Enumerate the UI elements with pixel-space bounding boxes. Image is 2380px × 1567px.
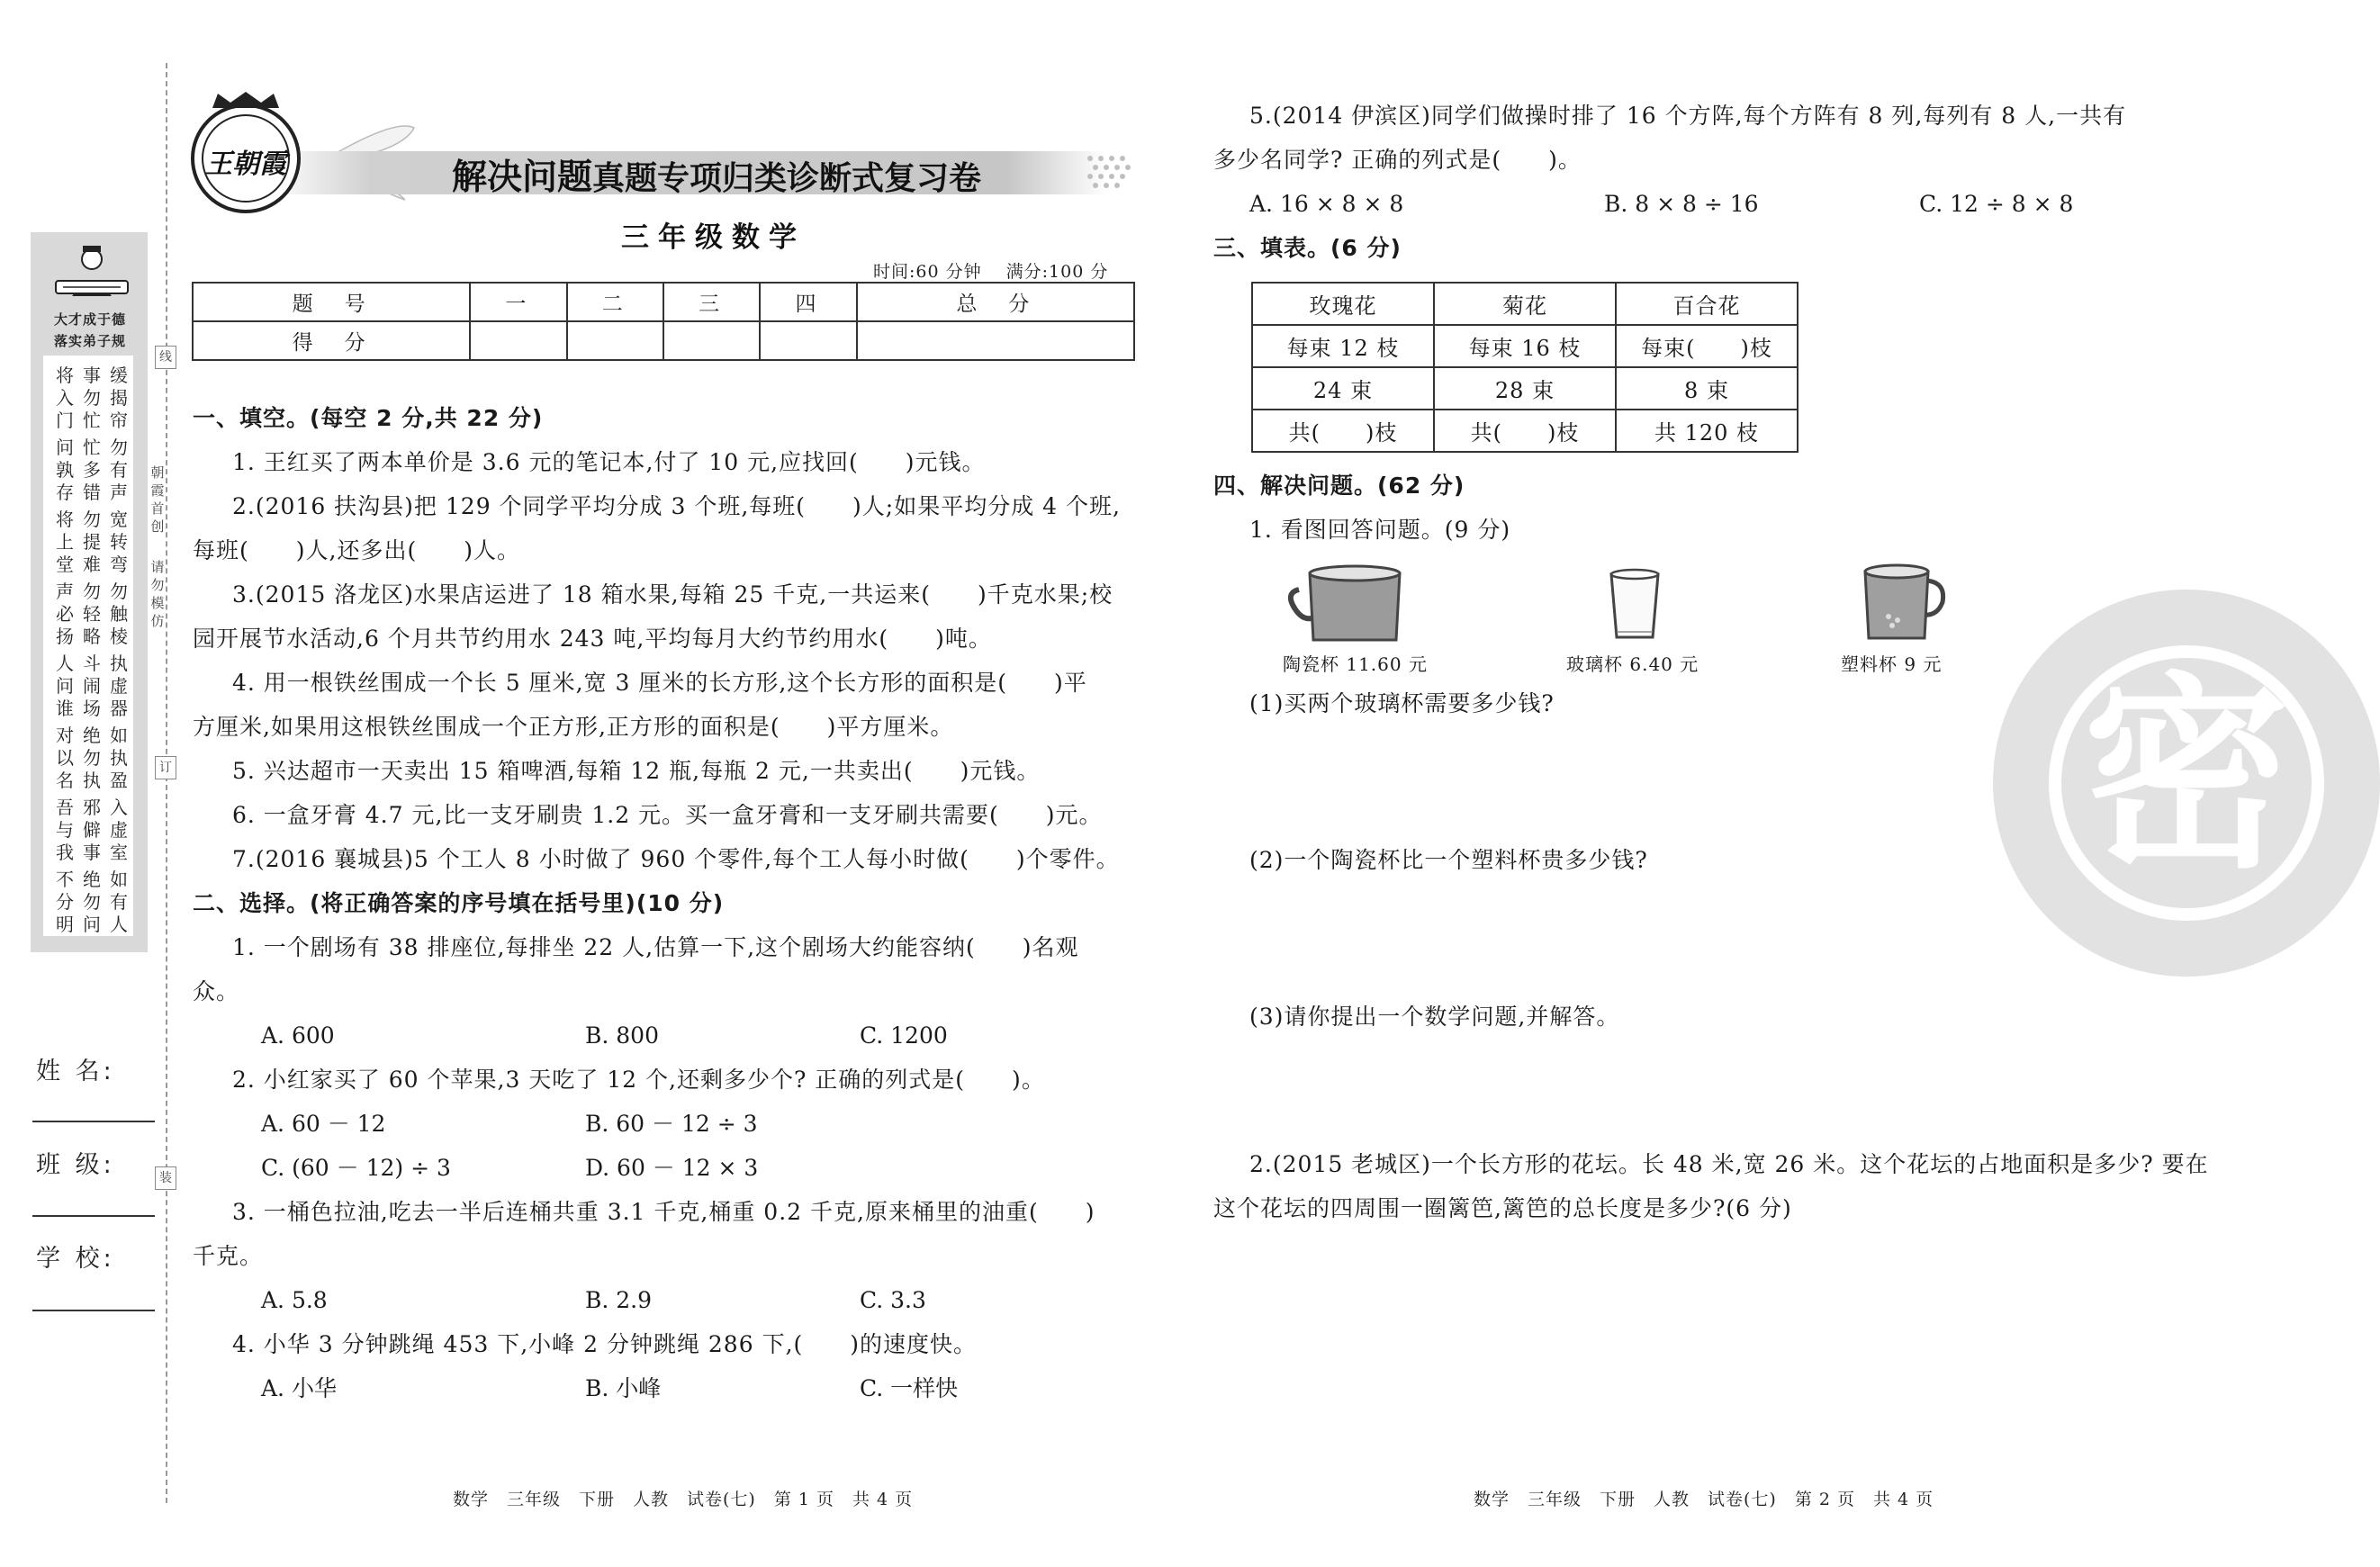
s2-q1-option-c: C. 1200 <box>860 1022 948 1049</box>
school-label: 学 校: <box>36 1245 115 1273</box>
flower-header-rose: 玫瑰花 <box>1252 283 1434 325</box>
s2-q5-option-a: A. 16 × 8 × 8 <box>1249 191 1404 217</box>
score-header-label: 题 号 <box>193 283 470 321</box>
s2-q2-option-d: D. 60 － 12 × 3 <box>585 1155 759 1181</box>
class-line[interactable] <box>32 1215 155 1217</box>
s4-question-1-part2: (2)一个陶瓷杯比一个塑料杯贵多少钱? <box>1249 847 1648 873</box>
s2-question-1-line1: 1. 一个剧场有 38 排座位,每排坐 22 人,估算一下,这个剧场大约能容纳( )名观 <box>232 934 1079 960</box>
glass-cup-price: 玻璃杯 6.40 元 <box>1566 653 1699 675</box>
motto-line-2: 落实弟子规 <box>53 333 126 349</box>
s1-question-2-line1: 2.(2016 扶沟县)把 129 个同学平均分成 3 个班,每班( )人;如果平均分成 4 个班, <box>232 493 1121 519</box>
rule-text-column: 绝勿执 <box>83 725 101 791</box>
flower-cell: 共 120 枝 <box>1616 410 1798 452</box>
paper-title: 解决问题真题专项归类诊断式复习卷 <box>452 158 982 198</box>
score-header-2: 二 <box>567 283 663 321</box>
rule-text-column: 吾与我 <box>56 797 74 863</box>
score-row-label: 得 分 <box>193 321 470 360</box>
section1-heading: 一、填空。(每空 2 分,共 22 分) <box>193 405 544 431</box>
score-header-4: 四 <box>760 283 856 321</box>
watermark-clip <box>1993 590 2290 977</box>
rule-text-column: 入虚室 <box>110 797 128 863</box>
s4-question-2-line1: 2.(2015 老城区)一个长方形的花坛。长 48 米,宽 26 米。这个花坛的占地面积是多少? 要在 <box>1249 1151 2209 1177</box>
s2-q2-option-a: A. 60 － 12 <box>261 1111 386 1137</box>
s4-question-2-line2: 这个花坛的四周围一圈篱笆,篱笆的总长度是多少?(6 分) <box>1213 1195 1792 1221</box>
binding-mark-line: 线 <box>155 346 176 369</box>
paper-subtitle: 三年级数学 <box>621 221 806 254</box>
binding-mark-bind: 装 <box>155 1166 176 1190</box>
rule-text-column: 如执盈 <box>110 725 128 791</box>
s1-question-4-line2: 方厘米,如果用这根铁丝围成一个正方形,正方形的面积是( )平方厘米。 <box>193 714 954 740</box>
rule-text-column: 如有人 <box>110 869 128 935</box>
binding-dashed-line <box>166 63 167 1503</box>
rule-text-column: 不分明 <box>56 869 74 935</box>
s2-question-3-line1: 3. 一桶色拉油,吃去一半后连桶共重 3.1 千克,桶重 0.2 千克,原来桶里的油重( ) <box>232 1199 1095 1225</box>
s4-question-1-part3: (3)请你提出一个数学问题,并解答。 <box>1249 1004 1620 1030</box>
flower-cell: 24 束 <box>1252 367 1434 410</box>
s2-q3-option-c: C. 3.3 <box>860 1287 926 1313</box>
class-label: 班 级: <box>36 1151 115 1179</box>
ceramic-cup-icon <box>1292 563 1418 645</box>
rule-text-column: 勿轻略 <box>83 581 101 647</box>
s4-question-1-part1: (1)买两个玻璃杯需要多少钱? <box>1249 690 1555 716</box>
score-header-total: 总 分 <box>857 283 1134 321</box>
s2-q1-option-a: A. 600 <box>261 1022 335 1049</box>
score-cell-1[interactable] <box>470 321 566 360</box>
rule-text-column: 勿触棱 <box>110 581 128 647</box>
score-cell-3[interactable] <box>663 321 760 360</box>
footer-page-1: 数学 三年级 下册 人教 试卷(七) 第 1 页 共 4 页 <box>453 1490 914 1509</box>
rule-text-column: 邪僻事 <box>83 797 101 863</box>
s2-q4-option-c: C. 一样快 <box>860 1375 959 1401</box>
rule-text-column: 问孰存 <box>56 437 74 503</box>
s1-question-4-line1: 4. 用一根铁丝围成一个长 5 厘米,宽 3 厘米的长方形,这个长方形的面积是( )平 <box>232 670 1087 696</box>
s1-question-6: 6. 一盒牙膏 4.7 元,比一支牙刷贵 1.2 元。买一盒牙膏和一支牙刷共需要( )元。 <box>232 802 1103 828</box>
s2-question-1-line2: 众。 <box>193 978 240 1004</box>
rule-text-column: 声必扬 <box>56 581 74 647</box>
publisher-logo <box>191 104 301 213</box>
section2-heading: 二、选择。(将正确答案的序号填在括号里)(10 分) <box>193 890 725 916</box>
vertical-note-no-copy: 请勿模仿 <box>150 559 165 629</box>
crown-icon <box>209 90 283 110</box>
dot-pattern-decoration <box>1085 153 1139 193</box>
s1-question-5: 5. 兴达超市一天卖出 15 箱啤酒,每箱 12 瓶,每瓶 2 元,一共卖出( )元钱。 <box>232 758 1041 784</box>
flower-header-lily: 百合花 <box>1616 283 1798 325</box>
s1-question-2-line2: 每班( )人,还多出( )人。 <box>193 537 520 563</box>
s2-question-5-line1: 5.(2014 伊滨区)同学们做操时排了 16 个方阵,每个方阵有 8 列,每列有 8 人,一共有 <box>1249 103 2127 129</box>
flower-table <box>1251 282 1799 453</box>
vertical-note-original: 朝霞首创 <box>150 464 165 535</box>
flower-cell: 每束 12 枝 <box>1252 325 1434 367</box>
s2-question-5-line2: 多少名同学? 正确的列式是( )。 <box>1213 147 1582 173</box>
score-cell-total[interactable] <box>857 321 1134 360</box>
scholar-figure-icon <box>47 241 137 301</box>
s2-question-3-line2: 千克。 <box>193 1243 264 1269</box>
flower-cell: 每束 16 枝 <box>1434 325 1616 367</box>
rule-text-column: 将上堂 <box>56 509 74 575</box>
rule-text-column: 事勿忙 <box>83 365 101 431</box>
section4-heading: 四、解决问题。(62 分) <box>1213 473 1465 499</box>
s2-q4-option-a: A. 小华 <box>261 1375 337 1401</box>
flower-cell: 8 束 <box>1616 367 1798 410</box>
plastic-cup-price: 塑料杯 9 元 <box>1841 653 1943 675</box>
s2-q5-option-b: B. 8 × 8 ÷ 16 <box>1604 191 1759 217</box>
motto-line-1: 大才成于德 <box>53 311 126 328</box>
binding-mark-order: 订 <box>155 756 176 779</box>
glass-cup-icon <box>1608 567 1662 643</box>
rule-text-column: 宽转弯 <box>110 509 128 575</box>
rule-text-column: 对以名 <box>56 725 74 791</box>
s2-question-2: 2. 小红家买了 60 个苹果,3 天吃了 12 个,还剩多少个? 正确的列式是( )。 <box>232 1067 1045 1093</box>
flower-header-chrysanthemum: 菊花 <box>1434 283 1616 325</box>
rule-text-column: 将入门 <box>56 365 74 431</box>
flower-cell: 28 束 <box>1434 367 1616 410</box>
section3-heading: 三、填表。(6 分) <box>1213 235 1402 261</box>
rule-text-column: 人问谁 <box>56 653 74 719</box>
s2-q3-option-a: A. 5.8 <box>261 1287 328 1313</box>
ceramic-cup-price: 陶瓷杯 11.60 元 <box>1283 653 1428 675</box>
s2-q3-option-b: B. 2.9 <box>585 1287 653 1313</box>
school-line[interactable] <box>32 1310 155 1311</box>
score-cell-2[interactable] <box>567 321 663 360</box>
watermark-seal <box>1993 590 2380 977</box>
s2-q2-option-c: C. (60 － 12) ÷ 3 <box>261 1155 451 1181</box>
rule-text-column: 缓揭帘 <box>110 365 128 431</box>
s2-question-4: 4. 小华 3 分钟跳绳 453 下,小峰 2 分钟跳绳 286 下,( )的速度快。 <box>232 1331 978 1357</box>
name-label: 姓 名: <box>36 1058 115 1085</box>
flower-cell-blank[interactable]: 共( )枝 <box>1252 410 1434 452</box>
rule-text-column: 执虚器 <box>110 653 128 719</box>
flower-cell-blank[interactable]: 每束( )枝 <box>1616 325 1798 367</box>
score-header-3: 三 <box>663 283 760 321</box>
footer-page-2: 数学 三年级 下册 人教 试卷(七) 第 2 页 共 4 页 <box>1474 1490 1934 1509</box>
score-header-1: 一 <box>470 283 566 321</box>
s1-question-1: 1. 王红买了两本单价是 3.6 元的笔记本,付了 10 元,应找回( )元钱。 <box>232 449 986 475</box>
rule-text-column: 勿提难 <box>83 509 101 575</box>
rule-text-column: 绝勿问 <box>83 869 101 935</box>
s1-question-3-line1: 3.(2015 洛龙区)水果店运进了 18 箱水果,每箱 25 千克,一共运来( )千克水果;校 <box>232 581 1113 608</box>
s2-q2-option-b: B. 60 － 12 ÷ 3 <box>585 1111 758 1137</box>
s1-question-3-line2: 园开展节水活动,6 个月共节约用水 243 吨,平均每月大约节约用水( )吨。 <box>193 626 992 652</box>
flower-cell-blank[interactable]: 共( )枝 <box>1434 410 1616 452</box>
watermark-character: 密 <box>2082 656 2290 896</box>
plastic-cup-icon <box>1856 561 1946 644</box>
score-table <box>192 282 1135 361</box>
s2-q5-option-c: C. 12 ÷ 8 × 8 <box>1919 191 2074 217</box>
rule-text-column: 斗闹场 <box>83 653 101 719</box>
rule-text-column: 勿有声 <box>110 437 128 503</box>
s2-q1-option-b: B. 800 <box>585 1022 659 1049</box>
s1-question-7: 7.(2016 襄城县)5 个工人 8 小时做了 960 个零件,每个工人每小时做( )个零件。 <box>232 846 1120 872</box>
s4-question-1: 1. 看图回答问题。(9 分) <box>1249 517 1511 543</box>
name-line[interactable] <box>32 1121 155 1122</box>
rule-text-column: 忙多错 <box>83 437 101 503</box>
score-cell-4[interactable] <box>760 321 856 360</box>
time-and-score-info: 时间:60 分钟 满分:100 分 <box>873 262 1109 282</box>
logo-text: 王朝霞 <box>205 149 286 180</box>
s2-q4-option-b: B. 小峰 <box>585 1375 662 1401</box>
